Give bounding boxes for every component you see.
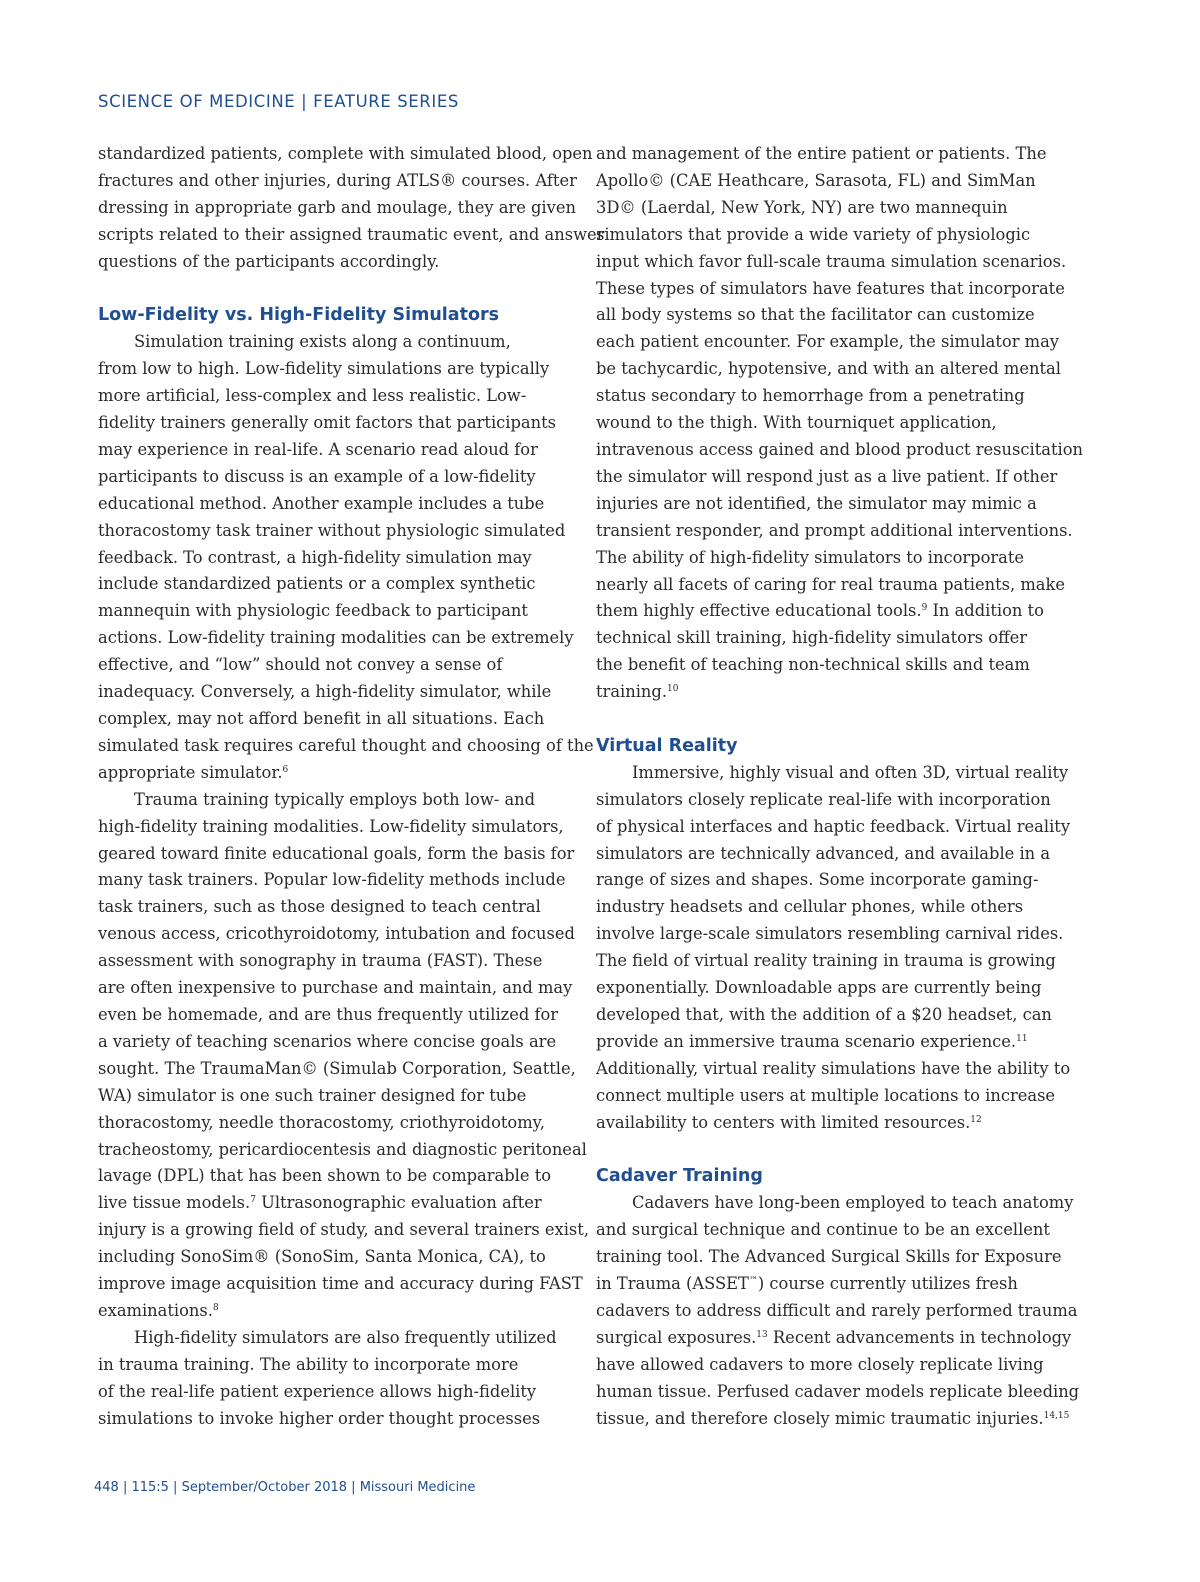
reference-marker: 10 bbox=[667, 684, 679, 695]
section-heading-cadaver-training: Cadaver Training bbox=[596, 1166, 763, 1187]
page-footer: 448 | 115:5 | September/October 2018 | Missouri Medicine bbox=[94, 1480, 476, 1495]
reference-marker: 14,15 bbox=[1043, 1410, 1070, 1421]
reference-marker: 9 bbox=[921, 603, 928, 614]
reference-marker: 8 bbox=[212, 1302, 219, 1313]
reference-marker: 12 bbox=[970, 1114, 982, 1125]
trademark-symbol: ™ bbox=[748, 1276, 758, 1287]
section-heading-virtual-reality: Virtual Reality bbox=[596, 735, 738, 756]
left-column bbox=[98, 141, 605, 1432]
right-column bbox=[596, 141, 1083, 1432]
reference-marker: 7 bbox=[250, 1195, 256, 1206]
section-heading-low-high-fidelity: Low-Fidelity vs. High-Fidelity Simulators bbox=[98, 305, 500, 326]
paragraph-high-fidelity: High-fidelity simulators are also frequently utilized in trauma training. The ability to incorporate more of the real-life patient experience allows high-fidelity simulations to invoke higher order thought processes bbox=[98, 1327, 557, 1428]
reference-marker: 11 bbox=[1016, 1033, 1028, 1044]
paragraph-virtual-reality: Immersive, highly visual and often 3D, virtual reality simulators closely replicate real-life with incorporation of physical interfaces and haptic feedback. Virtual reality simulators are technically advanced, and available in a range of sizes and shapes. Some incorporate gaming- industry headsets and cellular phones, while others involve large-scale simulators resembling carnival rides. The field of virtual reality training in trauma is growing exponentially. Downloadable apps are currently being developed that, with the addition of a $20 headset, can provide an immersive trauma scenario experience.$^{11}$ Additionally, virtual reality simulations have the ability to connect multiple users at multiple locations to increase availability to centers with limited resources.$^{12}$ bbox=[596, 762, 1071, 1132]
paragraph-trauma-training: Trauma training typically employs both low- and high-fidelity training modalities. Low-fidelity simulators, geared toward finite educational goals, form the basis for many task trainers. Popular low-fidelity methods include task trainers, such as those designed to teach central venous access, cricothyroidotomy, intubation and focused assessment with sonography in trauma (FAST). These are often inexpensive to purchase and maintain, and may even be homemade, and are thus frequently utilized for a variety of teaching scenarios where concise goals are sought. The TraumaMan© (Simulab Corporation, Seattle, WA) simulator is one such trainer designed for tube thoracostomy, needle thoracostomy, criothyroidotomy, tracheostomy, pericardiocentesis and diagnostic peritoneal lavage (DPL) that has been shown to be comparable to live tissue models.$^7$ Ultrasonographic evaluation after injury is a growing field of study, and several trainers exist, including SonoSim® (SonoSim, Santa Monica, CA), to improve image acquisition time and accuracy during FAST examinations.$^8$ bbox=[98, 789, 589, 1320]
reference-marker: 6 bbox=[282, 764, 289, 775]
paragraph-continuum: Simulation training exists along a continuum, from low to high. Low-fidelity simulations are typically more artificial, less-complex and less realistic. Low- fidelity trainers generally omit factors that participants may experience in real-life. A scenario read aloud for participants to discuss is an example of a low-fidelity educational method. Another example includes a tube thoracostomy task trainer without physiologic simulated feedback. To contrast, a high-fidelity simulation may include standardized patients or a complex synthetic mannequin with physiologic feedback to participant actions. Low-fidelity training modalities can be extremely effective, and “low” should not convey a sense of inadequacy. Conversely, a high-fidelity simulator, while complex, may not afford benefit in all situations. Each simulated task requires careful thought and choosing of the appropriate simulator.$^6$ bbox=[98, 332, 594, 782]
paragraph-high-fidelity-continued: and management of the entire patient or patients. The Apollo© (CAE Heathcare, Sarasota, FL) and SimMan 3D© (Laerdal, New York, NY) are two mannequin simulators that provide a wide variety of physiologic input which favor full-scale trauma simulation scenarios. These types of simulators have features that incorporate all body systems so that the facilitator can customize each patient encounter. For example, the simulator may be tachycardic, hypotensive, and with an altered mental status secondary to hemorrhage from a penetrating wound to the thigh. With tourniquet application, intravenous access gained and blood product resuscitation the simulator will respond just as a live patient. If other injuries are not identified, the simulator may mimic a transient responder, and prompt additional interventions. The ability of high-fidelity simulators to incorporate nearly all facets of caring for real trauma patients, make them highly effective educational tools.$^9$ In addition to technical skill training, high-fidelity simulators offer the benefit of teaching non-technical skills and team training.$^{10}$ bbox=[596, 144, 1083, 702]
reference-marker: 13 bbox=[756, 1329, 768, 1340]
paragraph-cadaver-training: Cadavers have long-been employed to teach anatomy and surgical technique and continue to be an excellent training tool. The Advanced Surgical Skills for Exposure in Trauma (ASSET™) course currently utilizes fresh cadavers to address difficult and rarely performed trauma surgical exposures.$^{13}$ Recent advancements in technology have allowed cadavers to more closely replicate living human tissue. Perfused cadaver models replicate bleeding tissue, and therefore closely mimic traumatic injuries.$^{14,15}$ bbox=[596, 1193, 1080, 1428]
intro-paragraph: standardized patients, complete with simulated blood, open fractures and other injuries, during ATLS® courses. After dressing in appropriate garb and moulage, they are given scripts related to their assigned traumatic event, and answer questions of the participants accordingly. bbox=[98, 144, 605, 271]
running-header: SCIENCE OF MEDICINE | FEATURE SERIES bbox=[98, 92, 459, 111]
